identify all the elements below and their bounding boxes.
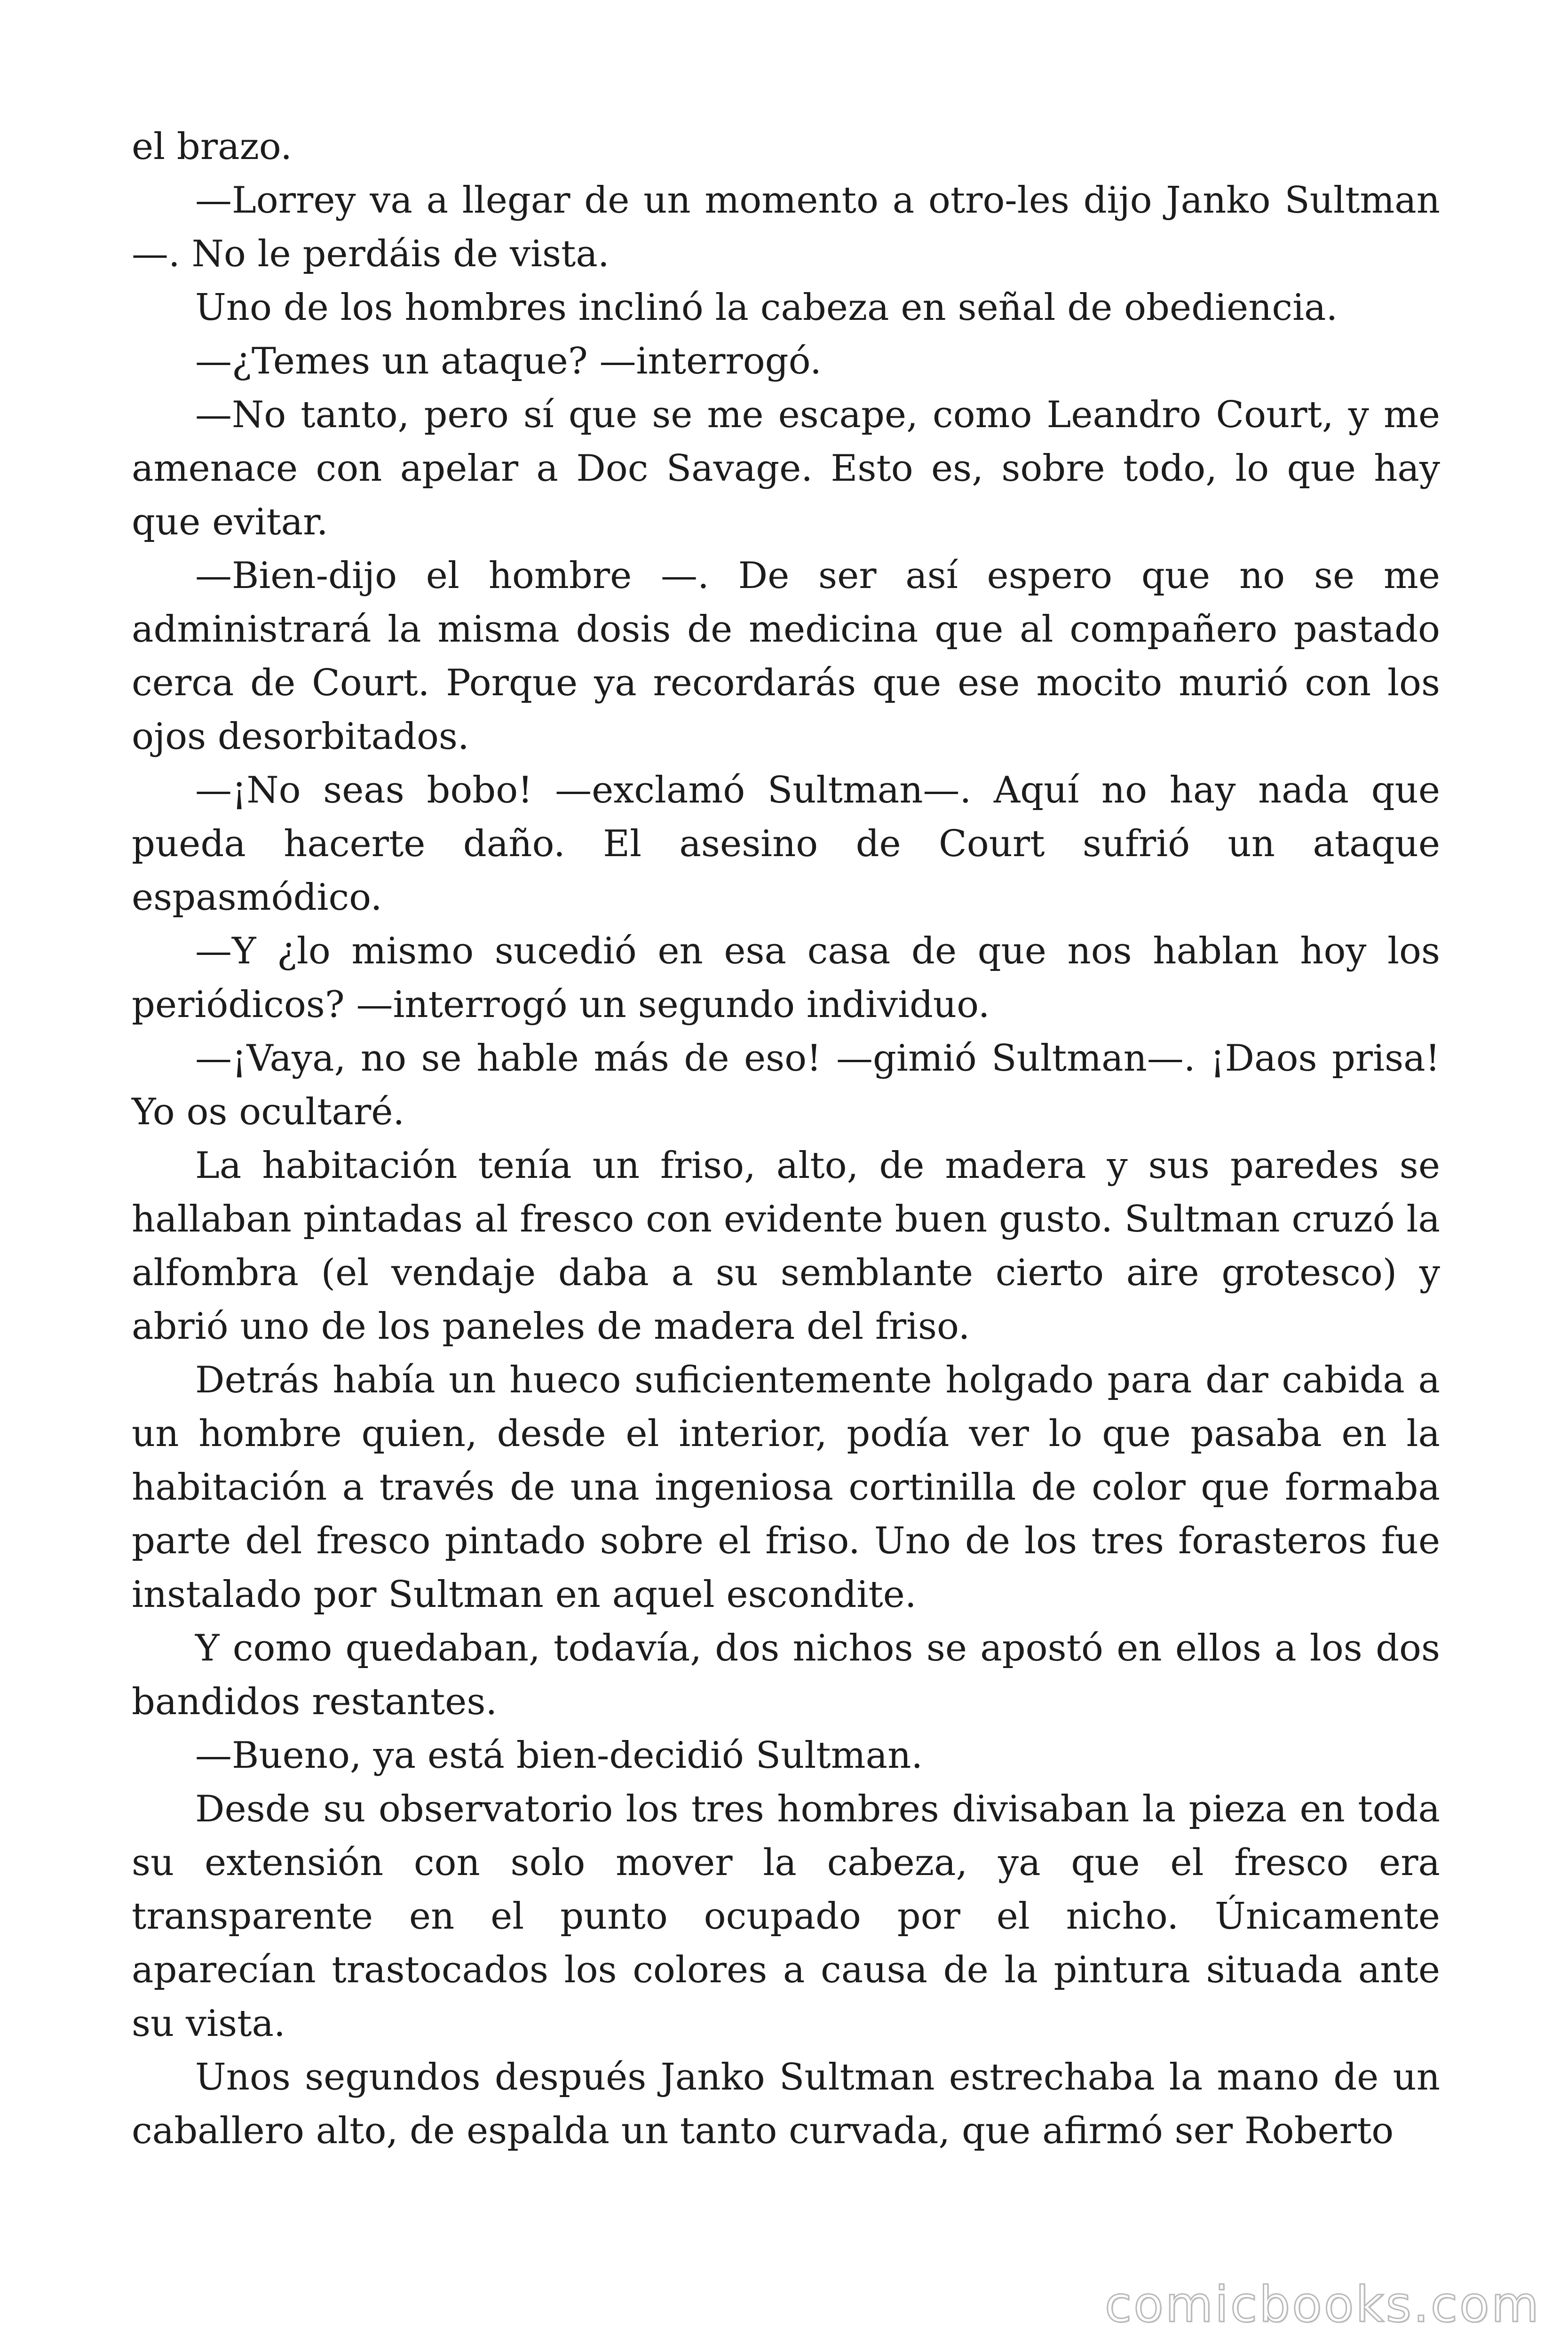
paragraph-11: Detrás había un hueco suficientemente holgado para dar cabida a un hombre quien, desde el interior, podía ver lo que pasaba en la habitación a través de una ingeniosa cortinilla de color que formaba parte del fresco pintado sobre el friso. Uno de los tres forasteros fue instalado por Sultman en aquel escondite.	[132, 1359, 1440, 1616]
paragraph-4: —¿Temes un ataque? —interrogó.	[195, 340, 822, 382]
paragraph-13: —Bueno, ya está bien-decidió Sultman.	[195, 1734, 923, 1777]
paragraph-14: Desde su observatorio los tres hombres divisaban la pieza en toda su extensión con solo mover la cabeza, ya que el fresco era transparente en el punto ocupado por el nicho. Únicamente aparecían trastocados los colores a causa de la pintura situada ante su vista.	[132, 1788, 1440, 2045]
paragraph-5: —No tanto, pero sí que se me escape, como Leandro Court, y me amenace con apelar a Doc Savage. Esto es, sobre todo, lo que hay que evitar.	[132, 394, 1440, 543]
paragraph-3: Uno de los hombres inclinó la cabeza en señal de obediencia.	[195, 286, 1338, 329]
paragraph-6: —Bien-dijo el hombre —. De ser así espero que no se me administrará la misma dosis de medicina que al compañero pastado cerca de Court. Porque ya recordarás que ese mocito murió con los ojos desorbitados.	[132, 555, 1440, 758]
paragraph-9: —¡Vaya, no se hable más de eso! —gimió Sultman—. ¡Daos prisa! Yo os ocultaré.	[132, 1037, 1440, 1133]
paragraph-2: —Lorrey va a llegar de un momento a otro-les dijo Janko Sultman —. No le perdáis de vista.	[132, 179, 1440, 275]
paragraph-10: La habitación tenía un friso, alto, de madera y sus paredes se hallaban pintadas al fresco con evidente buen gusto. Sultman cruzó la alfombra (el vendaje daba a su semblante cierto aire grotesco) y abrió uno de los paneles de madera del friso.	[132, 1144, 1440, 1348]
paragraph-12: Y como quedaban, todavía, dos nichos se apostó en ellos a los dos bandidos restantes.	[132, 1627, 1440, 1723]
site-watermark: comicbooks.com	[1104, 2276, 1541, 2333]
paragraph-7: —¡No seas bobo! —exclamó Sultman—. Aquí no hay nada que pueda hacerte daño. El asesino de Court sufrió un ataque espasmódico.	[132, 769, 1440, 919]
book-page-text	[132, 120, 1440, 2158]
paragraph-8: —Y ¿lo mismo sucedió en esa casa de que nos hablan hoy los periódicos? —interrogó un segundo individuo.	[132, 930, 1440, 1026]
paragraph-15: Unos segundos después Janko Sultman estrechaba la mano de un caballero alto, de espalda un tanto curvada, que afirmó ser Roberto	[132, 2056, 1440, 2152]
paragraph-1: el brazo.	[132, 126, 293, 168]
